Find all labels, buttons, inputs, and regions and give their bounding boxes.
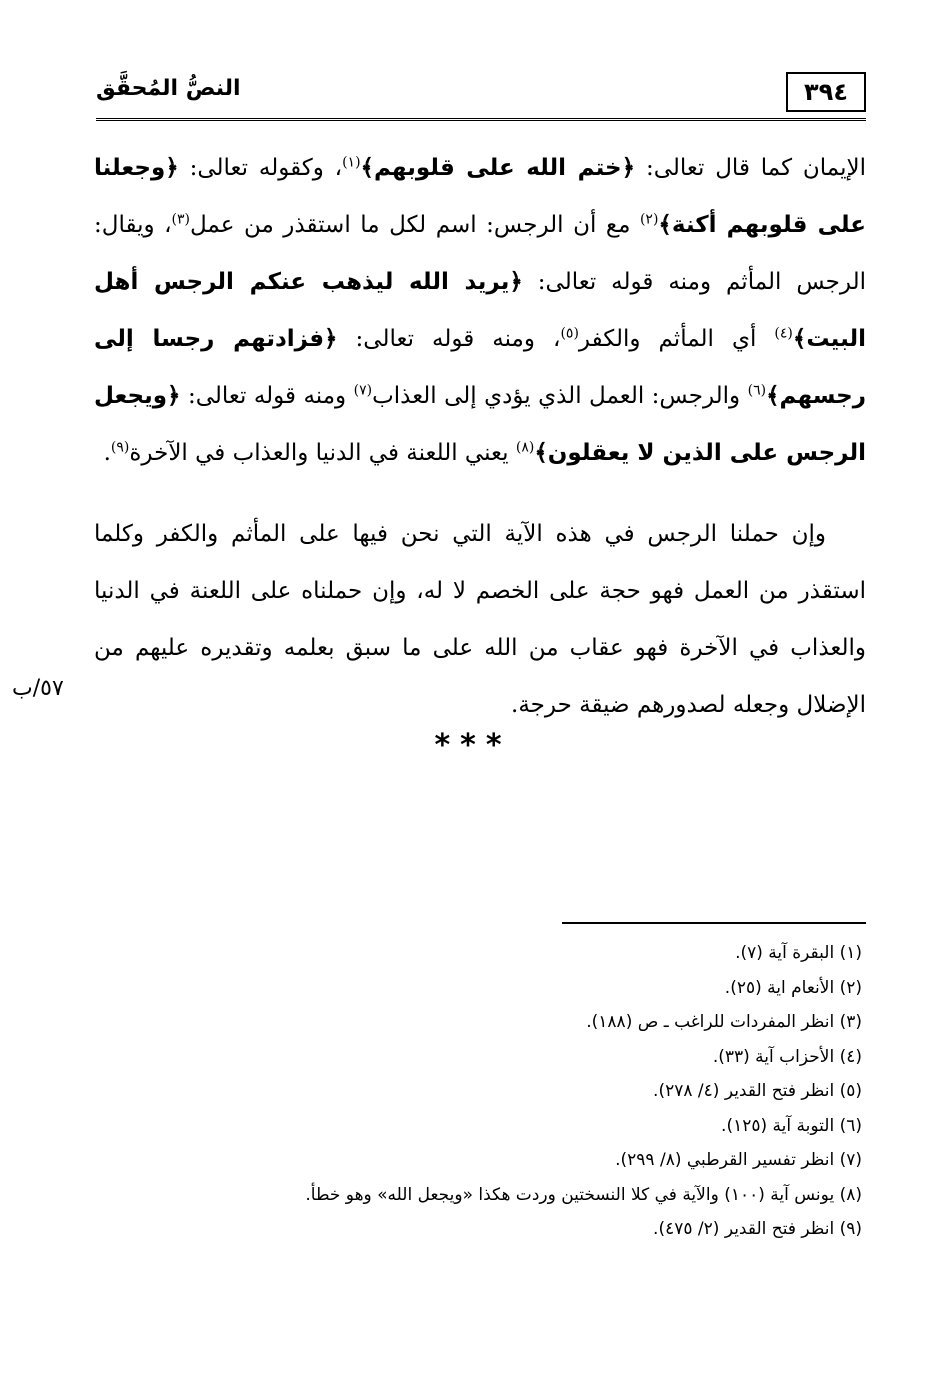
page-number: ٣٩٤ [786, 72, 866, 112]
text-run: والرجس: العمل الذي يؤدي إلى العذاب [372, 383, 748, 409]
text-run: ، وكقوله تعالى: [178, 155, 343, 181]
section-separator: *** [434, 728, 512, 763]
text-run: ، ومنه قوله تعالى: [337, 326, 561, 352]
text-run: ، ويقال: الرجس المأثم ومنه قوله تعالى: [94, 212, 866, 295]
footnote-item: (٨) يونس آية (١٠٠) والآية في كلا النسختين وردت هكذا «ويجعل الله» وهو خطأ. [305, 1184, 862, 1205]
footnote-item: (٧) انظر تفسير القرطبي (٨/ ٢٩٩). [615, 1150, 862, 1170]
footnote-item: (٦) التوبة آية (١٢٥). [721, 1115, 862, 1136]
footnote-ref: (٣) [171, 211, 191, 228]
running-title: النصُّ المُحقَّق [96, 76, 241, 101]
footnote-ref: (٦) [747, 382, 767, 399]
paragraph-2: وإن حملنا الرجس في هذه الآية التي نحن فيها على المأثم والكفر وكلما استقذر من العمل فهو حجة على الخصم لا له، وإن حملناه على اللعنة في الدنيا والعذاب في الآخرة فهو عقاب من الله على ما سبق بعلمه وتقديره عليهم من الإضلال وجعله لصدورهم ضيقة حرجة. [94, 521, 866, 718]
footnote-ref: (٢) [639, 211, 659, 228]
footnote-item: (٣) انظر المفردات للراغب ـ ص (١٨٨). [586, 1012, 862, 1032]
footnote-ref: (٩) [110, 439, 130, 456]
footnotes-list [82, 936, 862, 1247]
footnote-ref: (٨) [515, 439, 535, 456]
text-run: ومنه قوله تعالى: [180, 383, 354, 409]
text-run: مع أن الرجس: اسم لكل ما استقذر من عمل [190, 212, 640, 238]
footnote-ref: (٥) [560, 325, 579, 342]
footnote-item: (٩) انظر فتح القدير (٢/ ٤٧٥). [653, 1219, 862, 1239]
quran-quote: ﴿يريد الله ليذهب عنكم الرجس أهل البيت﴾ [94, 269, 866, 352]
footnote-item: (٥) انظر فتح القدير (٤/ ٢٧٨). [653, 1081, 862, 1101]
footnote-ref: (١) [342, 154, 361, 171]
paragraph-gap [94, 482, 866, 506]
footnote-ref: (٤) [774, 325, 793, 342]
footnote-ref: (٧) [353, 382, 373, 399]
text-run: الإيمان كما قال تعالى: [635, 155, 866, 181]
text-run: أي المأثم والكفر [578, 326, 775, 352]
paragraph-1 [94, 140, 866, 482]
main-text [94, 140, 866, 734]
page-header [96, 70, 866, 122]
quran-quote: ﴿فزادتهم رجسا إلى رجسهم﴾ [94, 326, 866, 409]
quran-quote: ﴿وجعلنا على قلوبهم أكنة﴾ [94, 155, 866, 238]
header-rule [96, 118, 866, 121]
text-run: . [103, 440, 111, 466]
footnote-item: (٤) الأحزاب آية (٣٣). [712, 1046, 862, 1067]
quran-quote: ﴿ختم الله على قلوبهم﴾ [360, 155, 636, 181]
footnote-rule [562, 922, 866, 924]
text-run: يعني اللعنة في الدنيا والعذاب في الآخرة [129, 440, 516, 466]
footnote-item: (١) البقرة آية (٧). [735, 943, 862, 963]
quran-quote: ﴿ويجعل الرجس على الذين لا يعقلون﴾ [94, 383, 866, 466]
footnote-item: (٢) الأنعام اية (٢٥). [724, 977, 862, 998]
folio-marker: ٥٧/ب [12, 676, 64, 701]
